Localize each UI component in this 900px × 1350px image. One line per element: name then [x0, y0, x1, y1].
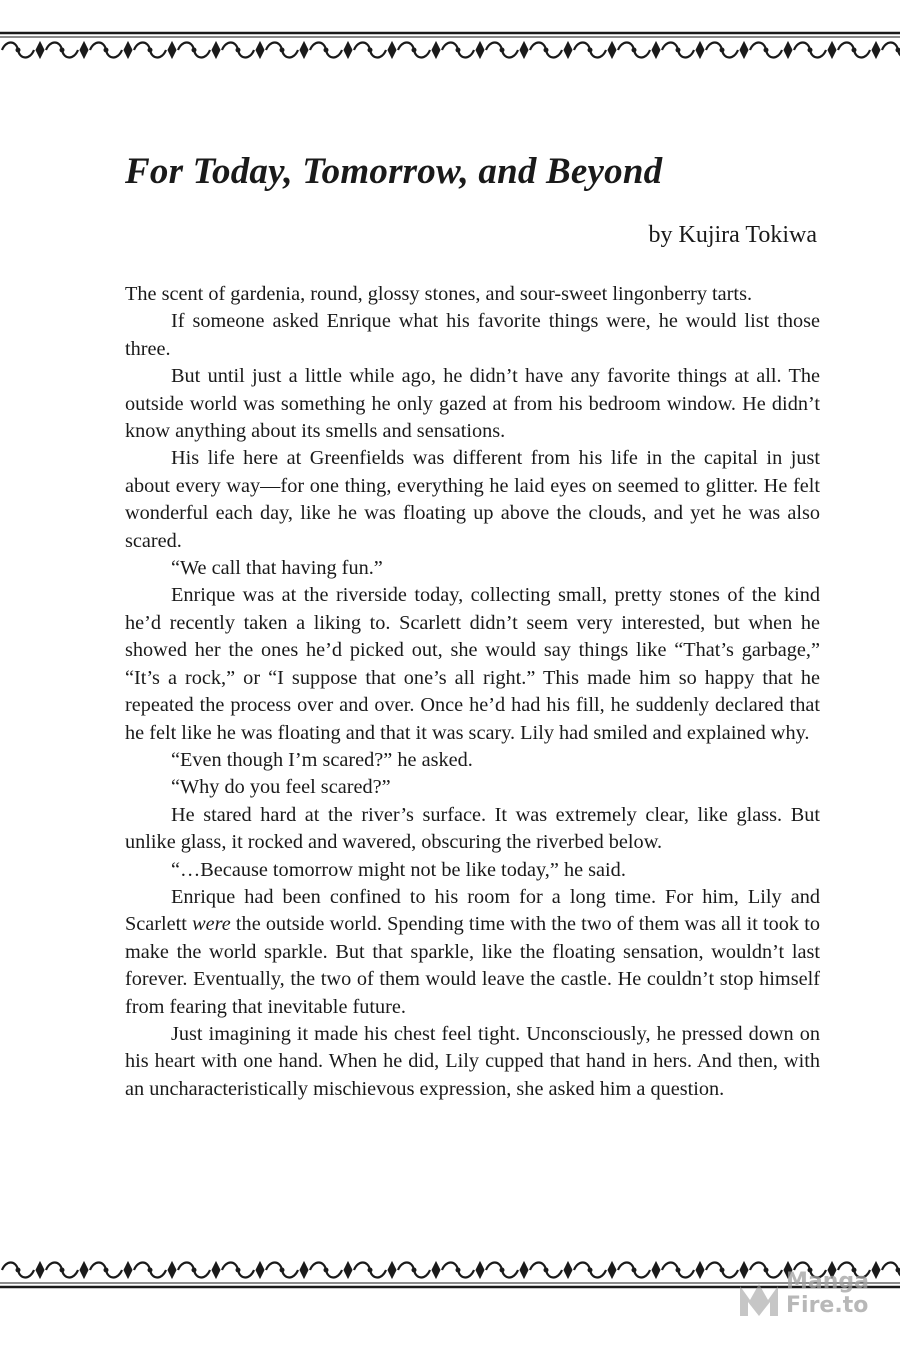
site-watermark — [736, 1268, 886, 1326]
paragraph-text: Enrique had been confined to his room for a long time. For him, Lily and Scarlett — [125, 885, 820, 936]
paragraph-text: “Why do you feel scared?” — [171, 776, 391, 799]
story-paragraph — [125, 802, 820, 857]
paragraph-text: He stared hard at the river’s surface. It was extremely clear, like glass. But unlike glass, it rocked and wavered, obscuring the riverbed below. — [125, 803, 820, 854]
paragraph-text: “…Because tomorrow might not be like today,” he said. — [171, 858, 626, 881]
watermark-text — [786, 1270, 869, 1318]
author-byline: by Kujira Tokiwa — [648, 222, 817, 248]
paragraph-text: “Even though I’m scared?” he asked. — [171, 748, 473, 771]
story-paragraph — [125, 1021, 820, 1103]
story-paragraph — [125, 747, 820, 774]
paragraph-text: Just imagining it made his chest feel tight. Unconsciously, he pressed down on his heart with one hand. When he did, Lily cupped that hand in hers. And then, with an uncharacteristically mischievous expression, she asked him a question. — [125, 1022, 820, 1100]
story-paragraph — [125, 363, 820, 445]
paragraph-text: The scent of gardenia, round, glossy stones, and sour-sweet lingonberry tarts. — [125, 283, 753, 305]
paragraph-text: Enrique was at the riverside today, collecting small, pretty stones of the kind he’d recently taken a liking to. Scarlett didn’t seem very interested, but when he showed her the ones he’d picked out, she would say things like “That’s garbage,” “It’s a rock,” or “I suppose that one’s all right.” This made him so happy that he repeated the process over and over. Once he’d had his fill, he suddenly declared that he felt like he was floating and that it was scary. Lily had smiled and explained why. — [125, 584, 820, 744]
paragraph-text: If someone asked Enrique what his favorite things were, he would list those three. — [125, 310, 820, 360]
story-paragraph — [125, 555, 820, 582]
story-paragraph — [125, 281, 820, 308]
story-paragraph — [125, 884, 820, 1021]
story-body — [125, 281, 820, 1103]
watermark-line1: Manga — [786, 1269, 869, 1294]
paragraph-text: the outside world. Spending time with the two of them was all it took to make the world sparkle. But that sparkle, like the floating sensation, wouldn’t last forever. Eventually, the two of them would leave the castle. He couldn’t stop himself from fearing that inevitable future. — [125, 913, 820, 1018]
top-ornamental-border — [0, 20, 900, 80]
story-paragraph — [125, 308, 820, 363]
paragraph-text: “We call that having fun.” — [171, 557, 383, 580]
story-paragraph — [125, 582, 820, 746]
emphasis-text: were — [192, 913, 231, 936]
watermark-line2: Fire.to — [786, 1293, 869, 1318]
story-paragraph — [125, 445, 820, 555]
paragraph-text: His life here at Greenfields was different from his life in the capital in just about every way—for one thing, everything he laid eyes on seemed to glitter. He felt wonderful each day, like he was floating up above the clouds, and yet he was also scared. — [125, 447, 820, 552]
story-paragraph — [125, 774, 820, 801]
paragraph-text: But until just a little while ago, he didn’t have any favorite things at all. The outside world was something he only gazed at from his bedroom window. He didn’t know anything about its smells and sensations. — [125, 365, 820, 443]
watermark-logo-icon — [736, 1276, 782, 1322]
story-paragraph — [125, 857, 820, 884]
story-title: For Today, Tomorrow, and Beyond — [125, 151, 663, 192]
